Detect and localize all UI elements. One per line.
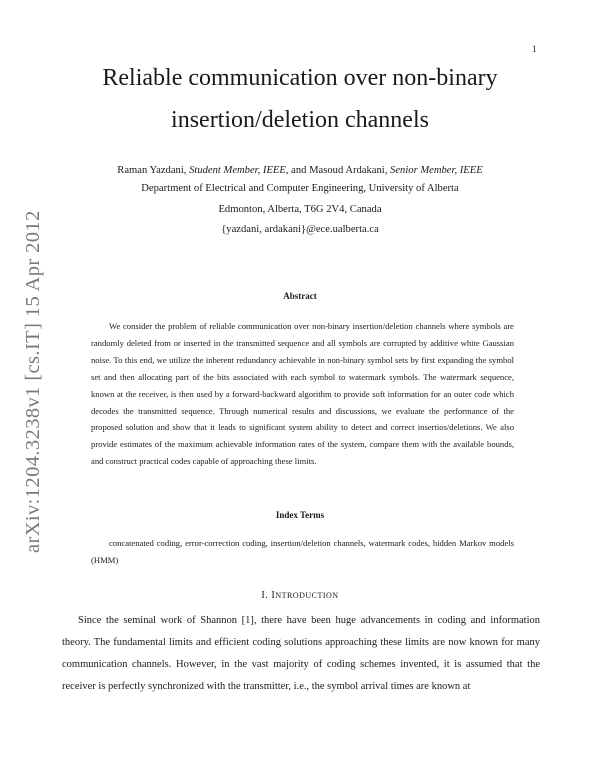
affiliation-email: {yazdani, ardakani}@ece.ualberta.ca [221,224,379,235]
arxiv-stamp: arXiv:1204.3238v1 [cs.IT] 15 Apr 2012 [22,210,44,553]
abstract-heading: Abstract [283,291,317,301]
section-number: I. [261,590,272,601]
author-role-1: Student Member, IEEE [189,165,286,176]
section-title-initial: I [271,590,276,601]
abstract-text: We consider the problem of reliable communication over non-binary insertion/deletion channels where symbols are randomly deleted from or inserted in the transmitted sequence and all symbols are corrupted by additive white Gaussian noise. To this end, we utilize the inherent redundancy achievable in non-binary symbol sets by first expanding the symbol set and then allocating part of the bits associated with each symbol to watermark symbols. The watermark sequence, known at the receiver, is then used by a forward-backward algorithm to provide soft information for an outer code which decodes the transmitted sequence. Through numerical results and discussions, we evaluate the performance of the proposed solution and show that it leads to significant system ability to detect and correct insertios/deletions. We also provide estimates of the maximum achievable information rates of the system, compare them with the available bounds, and construct practical codes capable of approaching these limits. [91,321,514,467]
section-title-rest: NTRODUCTION [275,591,339,600]
author-line [0,165,600,176]
author-conjunction: , and Masoud Ardakani, [285,165,391,176]
affiliation-department: Department of Electrical and Computer Engineering, University of Alberta [141,183,459,194]
index-terms-text: concatenated coding, error-correction coding, insertion/deletion channels, watermark codes, hidden Markov models (HMM) [91,538,514,565]
section-heading-introduction [0,590,600,601]
author-name-1: Raman Yazdani, [117,165,190,176]
introduction-paragraph: Since the seminal work of Shannon [1], there have been huge advancements in coding and information theory. The fundamental limits and efficient coding solutions approaching these limits are now known for many communication channels. However, in the vast majority of coding schemes invented, it is assumed that the receiver is perfectly synchronized with the transmitter, i.e., the symbol arrival times are known at [62,615,540,692]
affiliation-address: Edmonton, Alberta, T6G 2V4, Canada [218,204,382,215]
page-number: 1 [532,44,537,54]
paper-title-line-2: insertion/deletion channels [171,107,429,133]
index-terms-heading: Index Terms [275,510,325,520]
author-role-2: Senior Member, IEEE [390,165,483,176]
paper-title-line-1: Reliable communication over non-binary [102,65,498,91]
